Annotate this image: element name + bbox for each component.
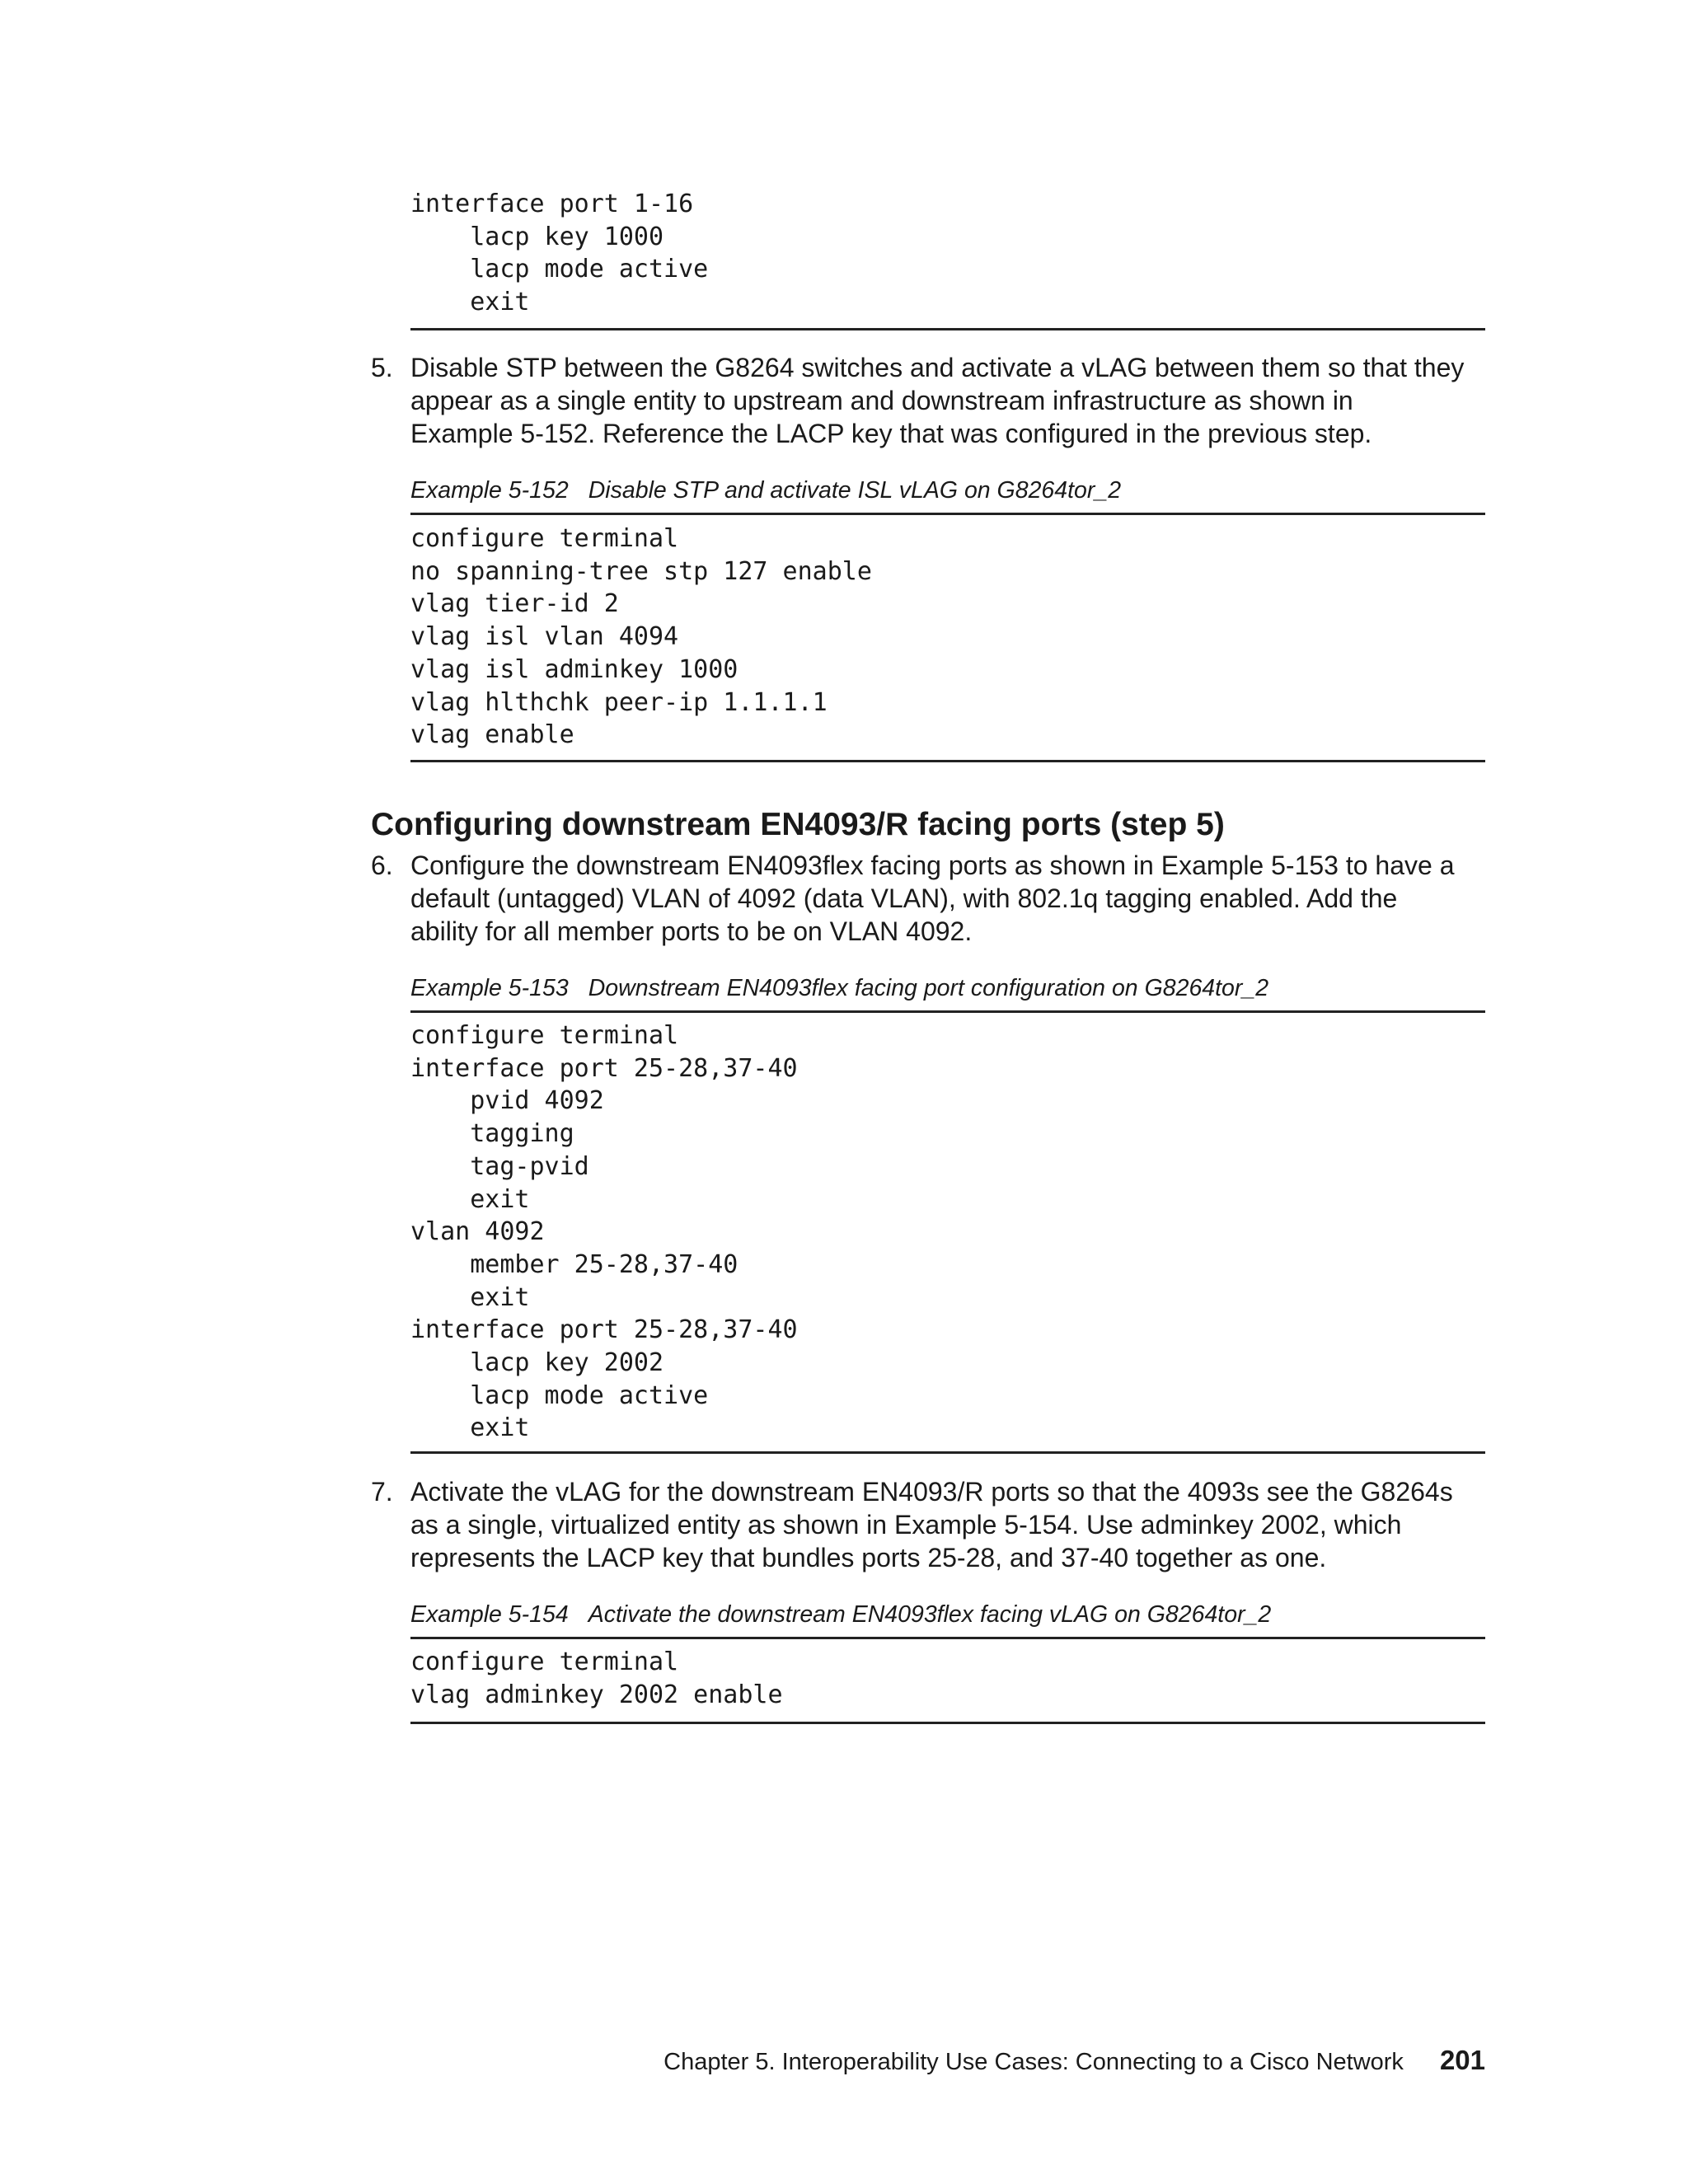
code-block-1 (410, 188, 1485, 319)
example-153-title: Downstream EN4093flex facing port configuration on G8264tor_2 (588, 975, 1269, 1001)
example-153-top-rule (410, 1010, 1485, 1013)
page-footer (643, 2044, 1485, 2079)
code-line: exit (410, 1282, 530, 1312)
code-line: lacp mode active (410, 255, 709, 284)
code-line: configure terminal (410, 524, 679, 553)
code-line: no spanning-tree stp 127 enable (410, 556, 872, 586)
step-6-text (410, 849, 1490, 948)
code-line: configure terminal (410, 1021, 679, 1050)
code-line: interface port 25-28,37-40 (410, 1315, 798, 1345)
code-line: pvid 4092 (410, 1086, 604, 1116)
footer-chapter-title: Chapter 5. Interoperability Use Cases: Connecting to a Cisco Network (663, 2049, 1404, 2075)
example-153-label: Example 5-153 (410, 975, 569, 1001)
example-153-code (410, 1019, 1485, 1445)
code-line: vlag isl vlan 4094 (410, 622, 679, 652)
code-line: member 25-28,37-40 (410, 1249, 738, 1279)
code-line: tagging (410, 1119, 574, 1149)
text-line: Configure the downstream EN4093flex facing ports as shown in Example 5-153 to have a (410, 851, 1455, 880)
step-5-text (410, 351, 1490, 450)
code-line: interface port 1-16 (410, 190, 694, 218)
code-line: interface port 25-28,37-40 (410, 1053, 798, 1083)
text-line: ability for all member ports to be on VLAN 4092. (410, 916, 973, 946)
text-line: default (untagged) VLAN of 4092 (data VLAN), with 802.1q tagging enabled. Add the (410, 883, 1398, 913)
example-154-caption (410, 1600, 1485, 1629)
code-line: vlag isl adminkey 1000 (410, 654, 738, 684)
example-154-code (410, 1646, 1485, 1711)
text-line: Disable STP between the G8264 switches and activate a vLAG between them so that they (410, 353, 1465, 382)
code-line: vlag hlthchk peer-ip 1.1.1.1 (410, 687, 828, 717)
example-152-bottom-rule (410, 760, 1485, 762)
example-154-bottom-rule (410, 1722, 1485, 1724)
example-152-caption (410, 476, 1485, 505)
example-152-top-rule (410, 513, 1485, 515)
text-line: appear as a single entity to upstream and downstream infrastructure as shown in (410, 386, 1353, 415)
section-heading: Configuring downstream EN4093/R facing ports (step 5) (371, 807, 1225, 842)
example-154-top-rule (410, 1637, 1485, 1639)
code-block-1-bottom-rule (410, 328, 1485, 330)
step-6-number: 6. (371, 851, 393, 880)
code-line: configure terminal (410, 1647, 679, 1676)
code-line: vlag tier-id 2 (410, 589, 619, 619)
code-line: vlan 4092 (410, 1217, 545, 1247)
page-number: 201 (1439, 2045, 1485, 2075)
text-line: Example 5-152. Reference the LACP key that was configured in the previous step. (410, 419, 1372, 448)
code-line: lacp mode active (410, 1380, 709, 1410)
example-152-label: Example 5-152 (410, 477, 569, 504)
code-line: lacp key 1000 (410, 222, 664, 251)
step-5-number: 5. (371, 353, 393, 382)
code-line: vlag adminkey 2002 enable (410, 1680, 783, 1709)
example-152-title: Disable STP and activate ISL vLAG on G8264tor_2 (588, 477, 1122, 504)
text-line: Activate the vLAG for the downstream EN4093/R ports so that the 4093s see the G8264s (410, 1477, 1453, 1507)
example-153-caption (410, 973, 1485, 1003)
step-7-text (410, 1475, 1490, 1574)
example-153-bottom-rule (410, 1451, 1485, 1454)
example-152-code (410, 523, 1485, 752)
text-line: as a single, virtualized entity as shown in Example 5-154. Use adminkey 2002, which (410, 1510, 1402, 1540)
step-7-number: 7. (371, 1477, 393, 1507)
code-line: lacp key 2002 (410, 1348, 664, 1378)
text-line: represents the LACP key that bundles ports 25-28, and 37-40 together as one. (410, 1543, 1327, 1572)
code-line: vlag enable (410, 720, 574, 750)
code-line: exit (410, 288, 530, 317)
example-154-label: Example 5-154 (410, 1601, 569, 1628)
code-line: exit (410, 1184, 530, 1214)
code-line: exit (410, 1413, 530, 1443)
code-line: tag-pvid (410, 1151, 589, 1181)
example-154-title: Activate the downstream EN4093flex facing vLAG on G8264tor_2 (588, 1601, 1272, 1628)
